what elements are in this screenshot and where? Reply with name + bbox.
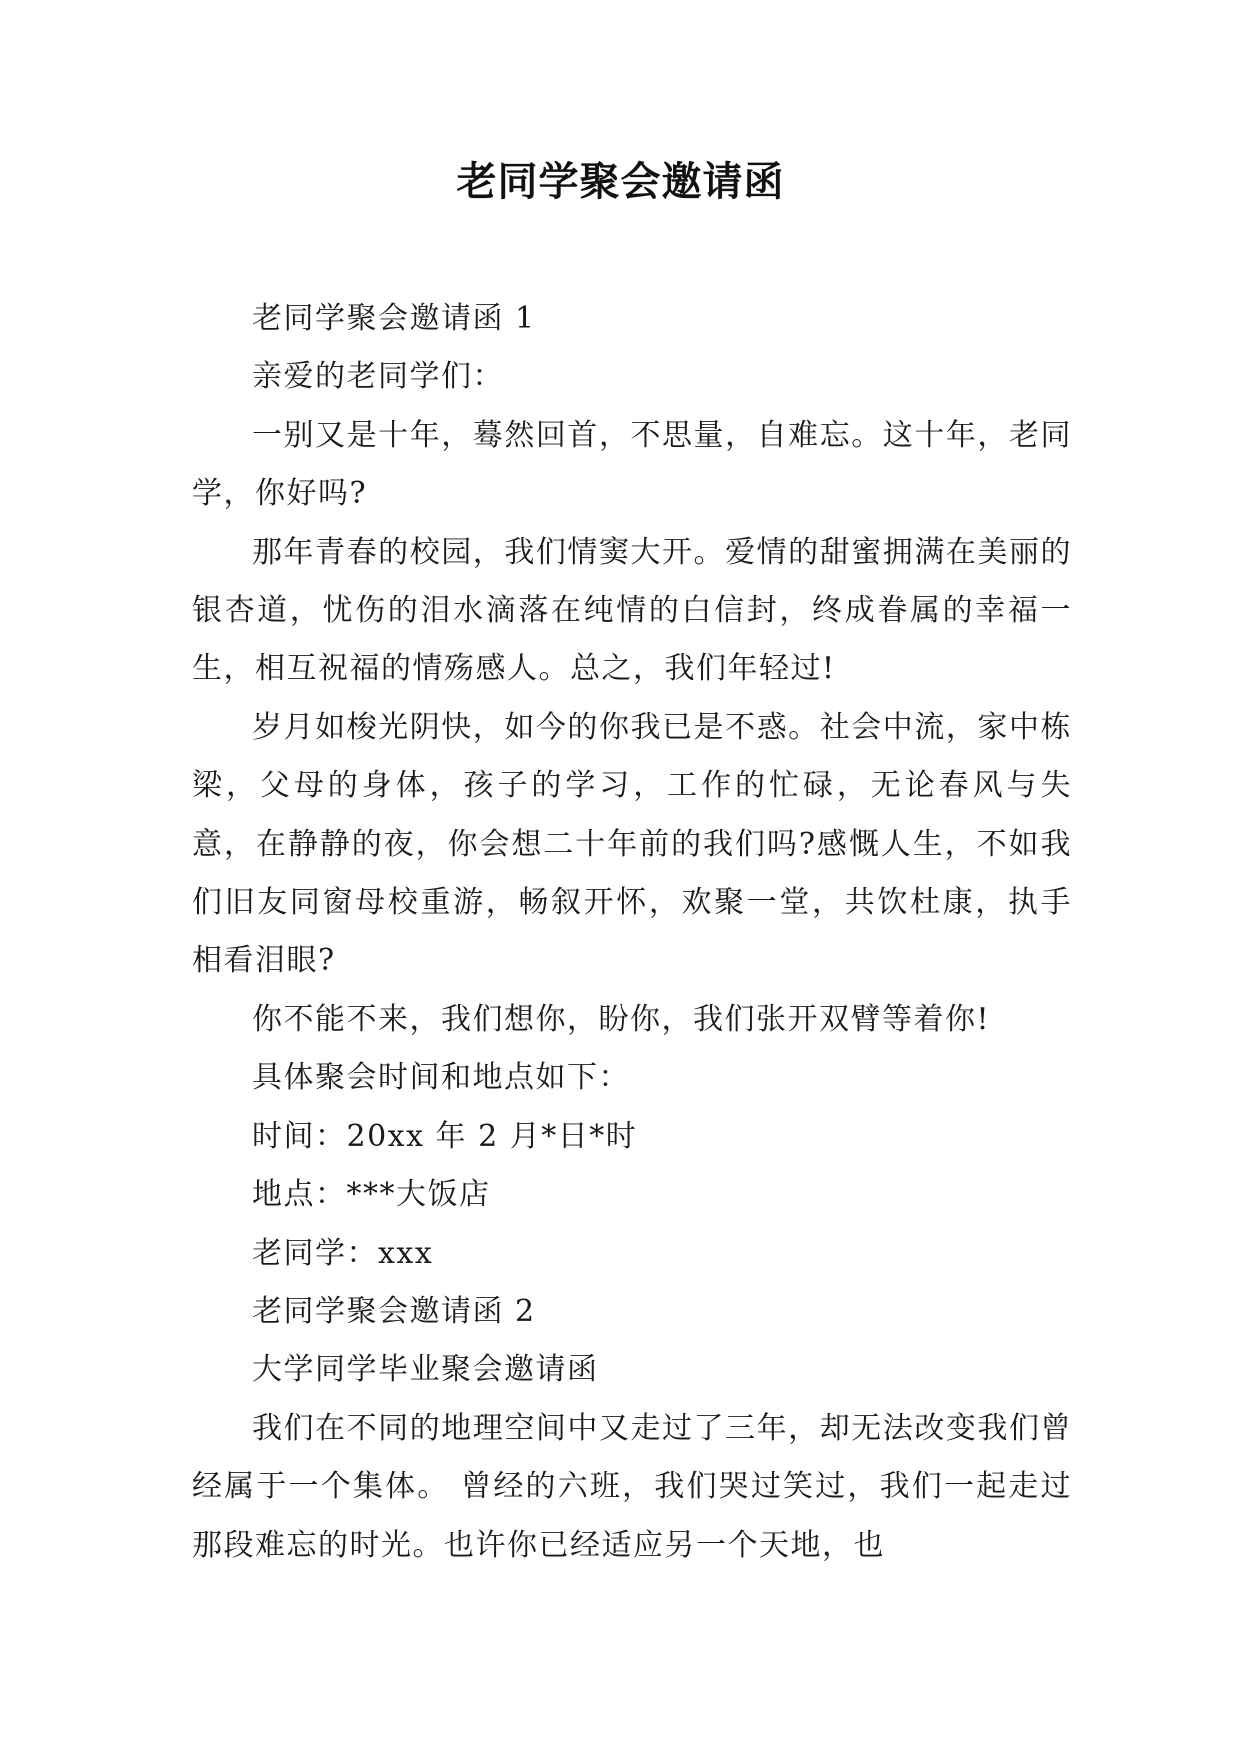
paragraph-subtitle: 大学同学毕业聚会邀请函 bbox=[252, 1352, 599, 1388]
document-body bbox=[192, 290, 1072, 1575]
paragraph-details-intro: 具体聚会时间和地点如下： bbox=[252, 1060, 630, 1096]
paragraph-signature: 老同学：xxx bbox=[252, 1235, 434, 1271]
paragraph: 一别又是十年，蓦然回首，不思量，自难忘。这十年，老同学，你好吗? bbox=[192, 417, 1072, 512]
paragraph-salutation: 亲爱的老同学们： bbox=[252, 359, 504, 395]
paragraph: 你不能不来，我们想你，盼你，我们张开双臂等着你! bbox=[252, 1001, 991, 1037]
paragraph-section-heading-1: 老同学聚会邀请函 1 bbox=[252, 301, 536, 336]
document-title: 老同学聚会邀请函 bbox=[456, 158, 785, 205]
paragraph: 那年青春的校园，我们情窦大开。爱情的甜蜜拥满在美丽的银杏道，忧伤的泪水滴落在纯情的白信封，终成眷属的幸福一生，相互祝福的情殇感人。总之，我们年轻过! bbox=[192, 534, 1072, 687]
paragraph-location: 地点：***大饭店 bbox=[252, 1177, 491, 1213]
paragraph-section-heading-2: 老同学聚会邀请函 2 bbox=[252, 1293, 536, 1329]
paragraph-time: 时间：20xx 年 2 月*日*时 bbox=[252, 1118, 638, 1154]
paragraph: 我们在不同的地理空间中又走过了三年，却无法改变我们曾经属于一个集体。 曾经的六班，我们哭过笑过，我们一起走过那段难忘的时光。也许你已经适应另一个天地，也 bbox=[192, 1410, 1072, 1563]
paragraph: 岁月如梭光阴快，如今的你我已是不惑。社会中流，家中栋梁，父母的身体，孩子的学习，工作的忙碌，无论春风与失意，在静静的夜，你会想二十年前的我们吗?感慨人生，不如我们旧友同窗母校重游，畅叙开怀，欢聚一堂，共饮杜康，执手相看泪眼? bbox=[192, 709, 1072, 979]
